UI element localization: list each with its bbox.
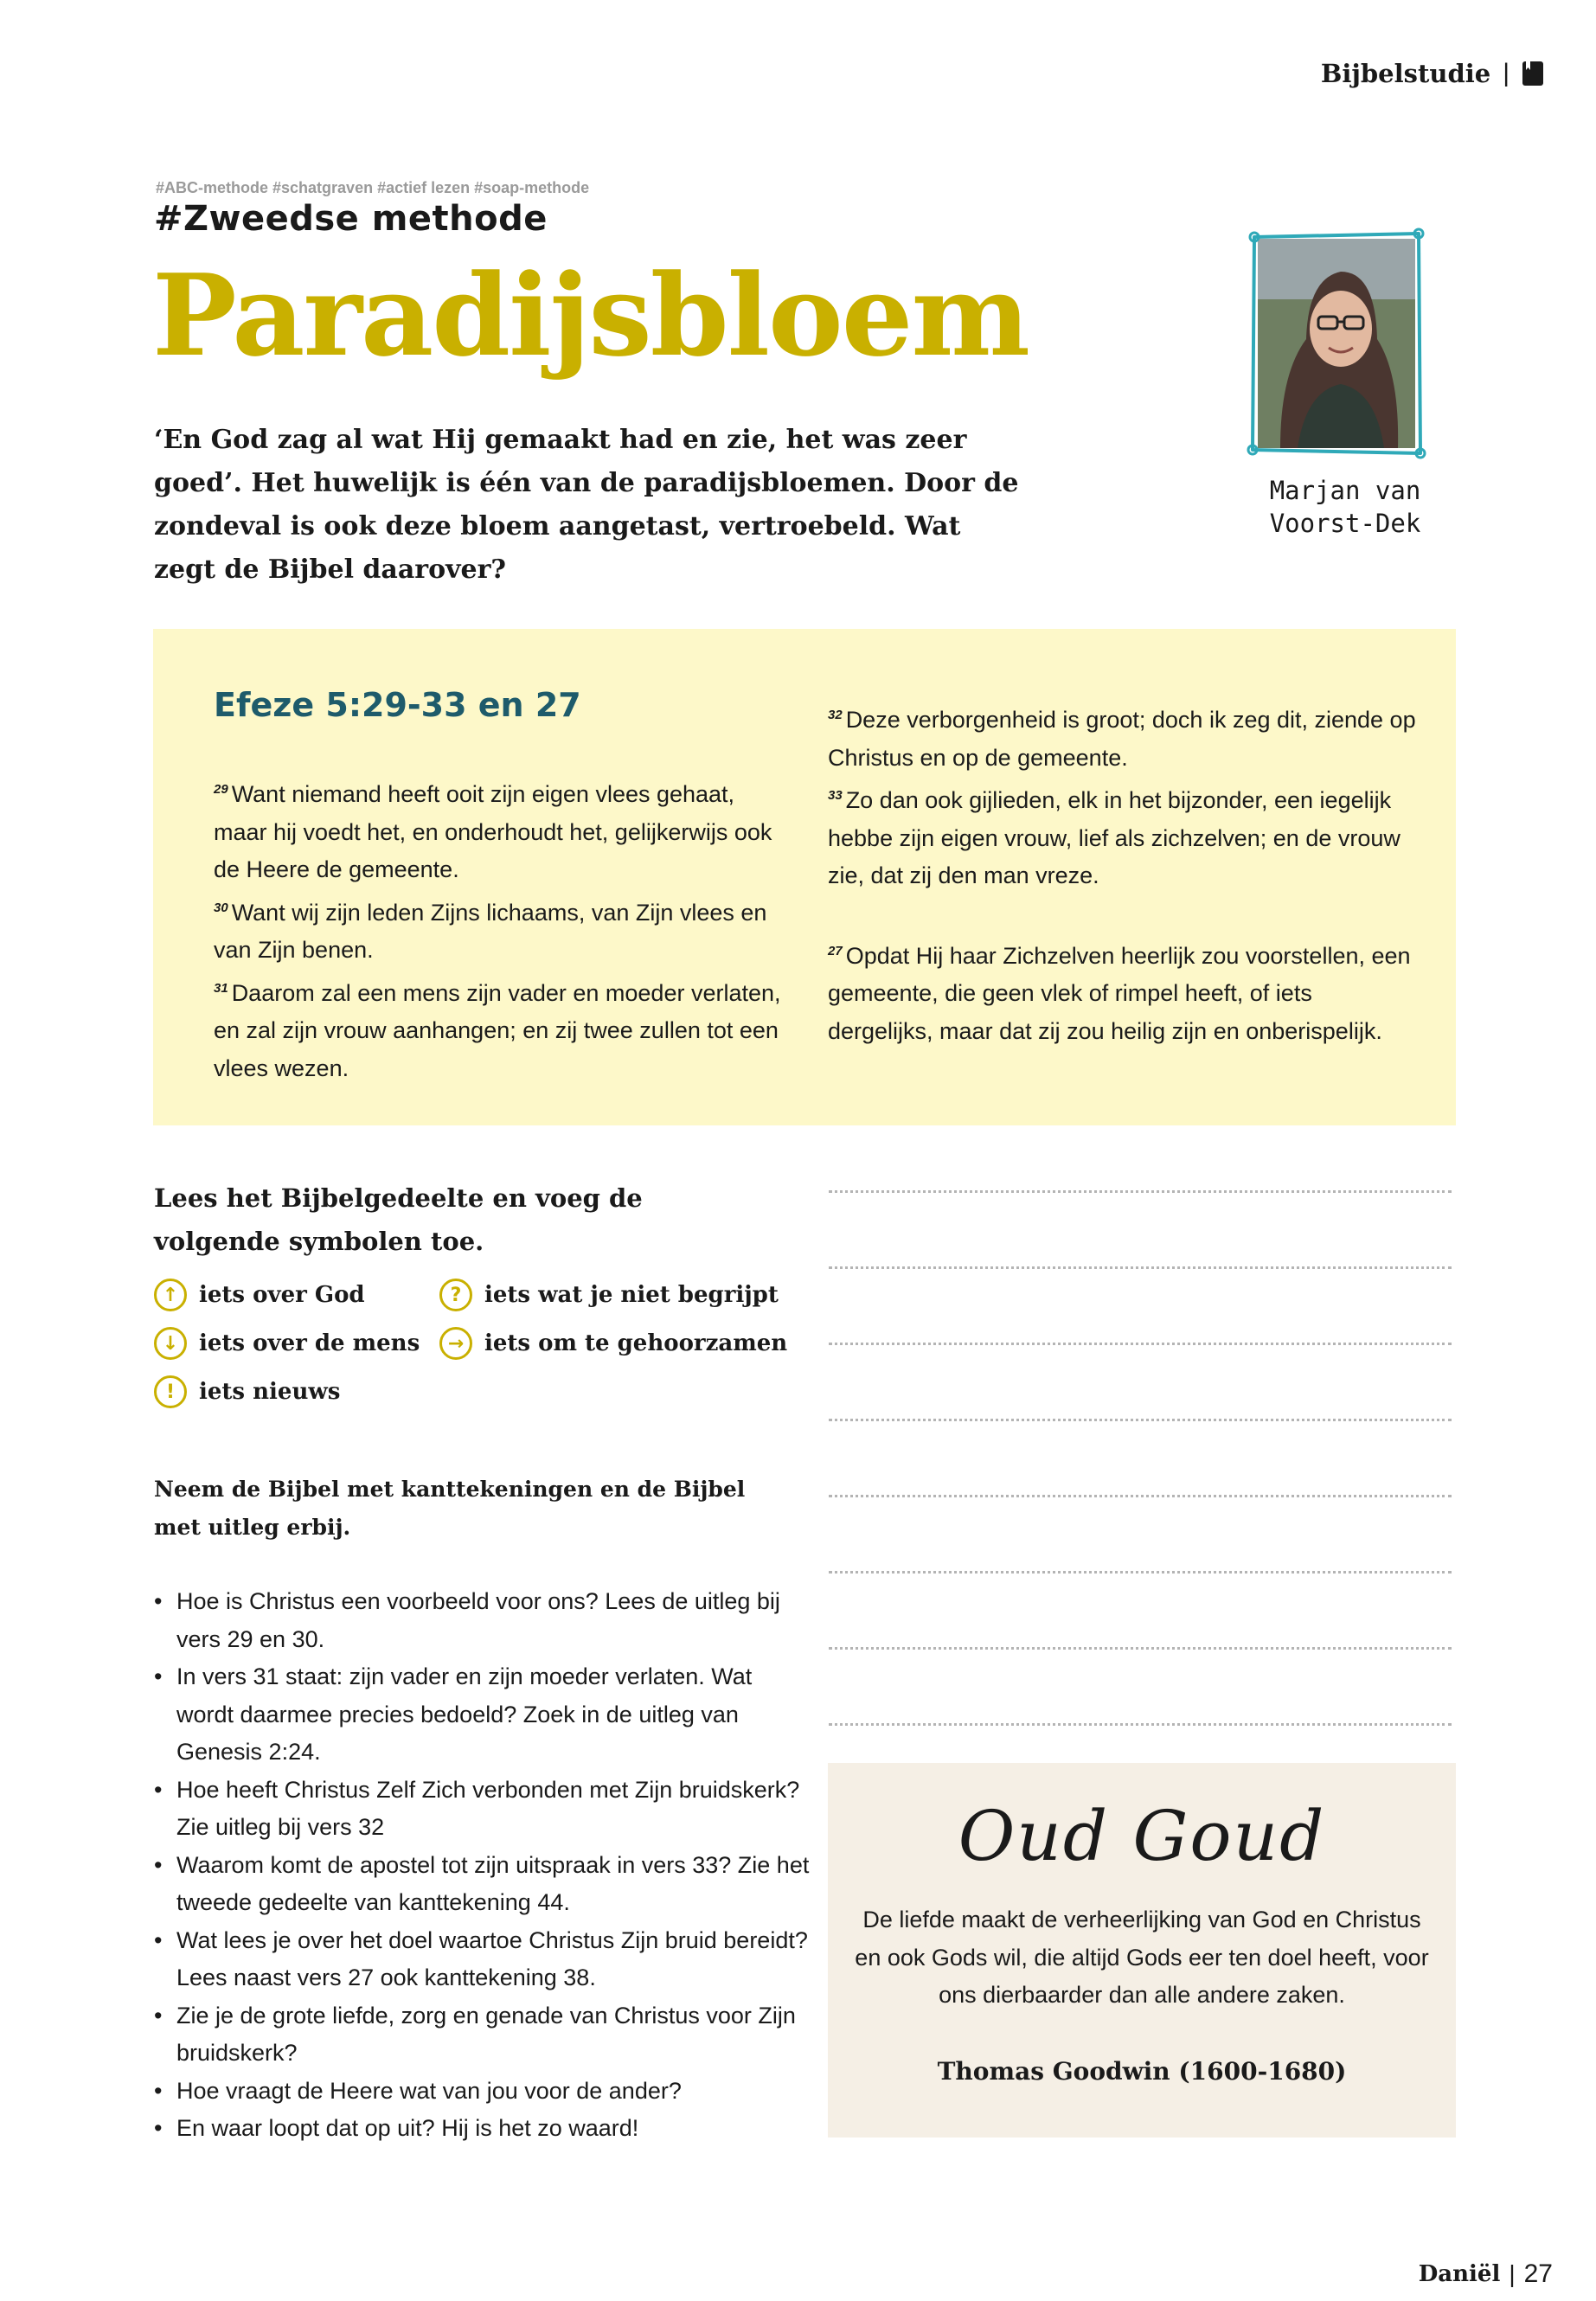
scripture-reference: Efeze 5:29-33 en 27 [214, 686, 581, 724]
instruction-note: Neem de Bijbel met kanttekeningen en de Bijbel met uitleg erbij. [154, 1477, 746, 1540]
exclamation-icon: ! [154, 1375, 187, 1408]
writing-line[interactable] [829, 1723, 1452, 1726]
verse-text: Want niemand heeft ooit zijn eigen vlees gehaat, maar hij voedt het, en onderhoudt het, gelijkerwijs ook de Heere de gemeente. [214, 781, 772, 882]
verse-text: Want wij zijn leden Zijns lichaams, van Zijn vlees en van Zijn benen. [214, 899, 767, 963]
symbol-legend-item [154, 1279, 365, 1311]
verse-text: Opdat Hij haar Zichzelven heerlijk zou voorstellen, een gemeente, die geen vlek of rimpel heeft, of iets dergelijks, maar dat zij zou heilig zijn en onberispelijk. [828, 942, 1411, 1044]
symbol-label: iets over de mens [199, 1330, 420, 1356]
book-icon [1522, 61, 1544, 87]
writing-line[interactable] [829, 1647, 1452, 1650]
question-list [154, 1583, 811, 2148]
symbol-legend-item [439, 1327, 787, 1360]
verse-text: Deze verborgenheid is groot; doch ik zeg dit, ziende op Christus en op de gemeente. [828, 707, 1416, 771]
verse-number: 32 [828, 708, 843, 722]
page-footer [1419, 2259, 1553, 2289]
list-item: • En waar loopt dat op uit? Hij is het zo waard! [154, 2110, 811, 2148]
verses-left-column [214, 771, 785, 1087]
intro-text: ‘En God zag al wat Hij gemaakt had en zie, het was zeer goed’. Het huwelijk is één van de paradijsbloemen. Door de zondeval is ook deze bloem aangetast, vertroebeld. Wat zegt de Bijbel daarover? [154, 425, 1019, 585]
page-number: 27 [1523, 2259, 1553, 2288]
verse-number: 30 [214, 900, 228, 915]
oud-goud-author: Thomas Goodwin (1600-1680) [937, 2057, 1347, 2086]
symbol-legend-item [439, 1279, 779, 1311]
writing-line[interactable] [829, 1266, 1452, 1269]
symbol-label: iets wat je niet begrijpt [484, 1282, 779, 1308]
page-title: Paradijsbloem [152, 249, 1029, 381]
verse [214, 970, 785, 1088]
oud-goud-title: Oud Goud [958, 1796, 1326, 1876]
scripture-box [153, 629, 1456, 1125]
arrow-right-icon: → [439, 1327, 472, 1360]
writing-line[interactable] [829, 1190, 1452, 1193]
verse-number: 29 [214, 782, 228, 797]
section-title: Bijbelstudie [1320, 59, 1491, 88]
list-item: • Zie je de grote liefde, zorg en genade van Christus voor Zijn bruidskerk? [154, 1997, 811, 2073]
header-separator: | [1503, 59, 1509, 87]
list-item: • Wat lees je over het doel waartoe Christus Zijn bruid bereidt? Lees naast vers 27 ook kanttekening 38. [154, 1922, 811, 1997]
writing-line[interactable] [829, 1343, 1452, 1345]
oud-goud-quote: De liefde maakt de verheerlijking van God en Christus en ook Gods wil, die altijd Gods eer ten doel heeft, voor ons dierbaarder dan alle andere zaken. [855, 1907, 1429, 2008]
writing-line[interactable] [829, 1571, 1452, 1574]
verse [214, 889, 785, 970]
list-item: • Hoe heeft Christus Zelf Zich verbonden met Zijn bruidskerk? Zie uitleg bij vers 32 [154, 1772, 811, 1847]
verse-number: 33 [828, 788, 843, 803]
arrow-up-icon: ↑ [154, 1279, 187, 1311]
list-item: • Waarom komt de apostel tot zijn uitspraak in vers 33? Zie het tweede gedeelte van kanttekening 44. [154, 1847, 811, 1922]
method-hashtags: #ABC-methode #schatgraven #actief lezen #soap-methode [156, 179, 590, 196]
symbol-label: iets om te gehoorzamen [484, 1330, 788, 1356]
writing-line[interactable] [829, 1419, 1452, 1421]
verses-right-column [828, 696, 1416, 1050]
list-item: • Hoe is Christus een voorbeeld voor ons? Lees de uitleg bij vers 29 en 30. [154, 1583, 811, 1658]
footer-separator: | [1509, 2260, 1516, 2287]
section-label [1321, 59, 1544, 88]
instruction-heading: Lees het Bijbelgedeelte en voeg de volgende symbolen toe. [154, 1183, 643, 1256]
verse [828, 696, 1416, 777]
verse-number: 27 [828, 943, 843, 958]
magazine-name: Daniël [1418, 2261, 1501, 2287]
list-item: • Hoe vraagt de Heere wat van jou voor de ander? [154, 2073, 811, 2111]
symbol-label: iets nieuws [199, 1379, 341, 1405]
verse-number: 31 [214, 980, 228, 996]
verse [828, 777, 1416, 895]
question-icon: ? [439, 1279, 472, 1311]
symbol-label: iets over God [199, 1282, 365, 1308]
method-name: #Zweedse methode [154, 199, 548, 239]
list-item: • In vers 31 staat: zijn vader en zijn moeder verlaten. Wat wordt daarmee precies bedoeld? Zoek in de uitleg van Genesis 2:24. [154, 1658, 811, 1772]
symbol-legend-item [154, 1327, 420, 1360]
verse-text: Zo dan ook gijlieden, elk in het bijzonder, een iegelijk hebbe zijn eigen vrouw, lief als zichzelven; en de vrouw zie, dat zij den man vreze. [828, 787, 1401, 888]
verse [214, 771, 785, 889]
author-photo [1246, 227, 1427, 460]
symbol-legend-item [154, 1375, 340, 1408]
arrow-down-icon: ↓ [154, 1327, 187, 1360]
author-name [1228, 474, 1462, 540]
author-name-line2: Voorst-Dek [1269, 509, 1421, 538]
verse-text: Daarom zal een mens zijn vader en moeder verlaten, en zal zijn vrouw aanhangen; en zij twee zullen tot een vlees wezen. [214, 979, 781, 1081]
writing-line[interactable] [829, 1495, 1452, 1497]
author-name-line1: Marjan van [1269, 476, 1421, 505]
oud-goud-box [828, 1763, 1456, 2138]
verse [828, 933, 1416, 1051]
